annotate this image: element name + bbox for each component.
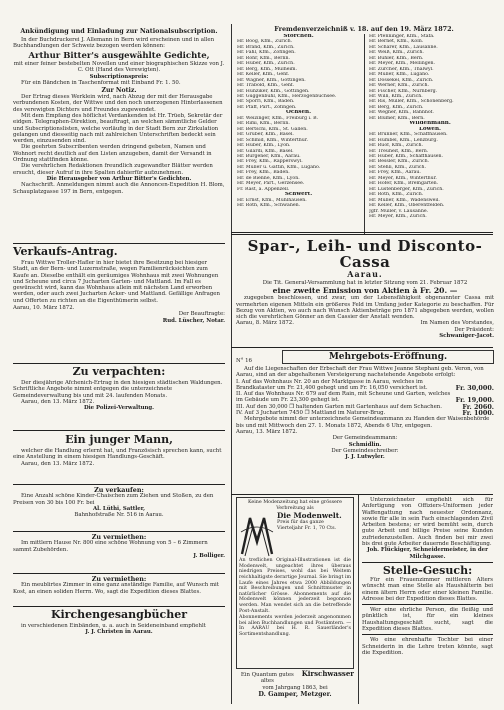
visitor-entry: Hr. Lustenberger, Kfm., Zürich. xyxy=(368,186,444,192)
visitor-entry: Hr. Gilardi, Kfm., Basel. xyxy=(237,148,294,154)
visitor-entry: Hr. Guggenbühl, Kfm., Herzogenbuchsee. xyxy=(237,93,337,99)
divider xyxy=(231,494,493,495)
young-man-ad xyxy=(13,434,225,467)
column-separator xyxy=(358,495,359,704)
divider xyxy=(13,573,225,574)
apartment-rent-title: Zu vermiethen: xyxy=(91,533,147,541)
visitor-entry: Hr. Meyer, Kfm., Zürich. xyxy=(368,213,427,219)
savings-bank-sig-3: Schwaniger-Jacot. xyxy=(439,333,494,340)
visitor-entry: Hr. Spörri, Kfm., Baden. xyxy=(237,99,295,105)
visitor-entry: Hr. Pfaff, Part., Zofingen. xyxy=(237,104,297,110)
fashion-intro: Keine Modenzeitung hat eine grössere Verbreitung als xyxy=(247,500,343,511)
hotel-name: Wildenmann. xyxy=(409,121,451,127)
visitor-entry: Hr. Meyer, Kfm., Mellingen. xyxy=(368,61,436,67)
divider xyxy=(13,484,225,485)
visitor-entry: Hr. Frey, Kfm., Aarau. xyxy=(368,170,421,176)
visitor-entry: Hr. Roth, Kfm., Zürich. xyxy=(368,192,424,198)
visitor-entry: Hr. Müller, Kfm., Lugano. xyxy=(368,72,430,78)
visitor-entry: Hr. Fischer, Kfm., Nürnberg. xyxy=(368,88,438,94)
overbid-item xyxy=(236,391,494,404)
prams-signature: Al. Lüthi, Sattler, xyxy=(92,505,146,512)
hymnbooks-title: Kirchengesangbücher xyxy=(50,608,188,621)
overbid-item-price: Fr. 30,000. xyxy=(455,383,494,392)
visitor-entry: Hr. Huber, Kfm., Schaffhausen. xyxy=(368,153,444,159)
visitor-entry: Hr. Schmid, Kfm., Winterthur. xyxy=(237,137,309,143)
lease-title: Zu verpachten: xyxy=(72,365,166,378)
savings-bank-location: Aarau. xyxy=(347,269,383,279)
visitor-entry: Hr. Gruber, Kfm., Basel. xyxy=(237,132,294,138)
divider xyxy=(362,604,493,605)
visitor-entry: Hr. Werner, Kfm., Zürich. xyxy=(368,83,430,89)
visitor-entry: Hr. Ris, Müller, Kfm., Schönenberg. xyxy=(368,99,454,105)
overbid-sig-2: Schmidlin. xyxy=(348,441,382,448)
subscription-price-heading: Subscriptionspreis: xyxy=(89,74,149,81)
visitor-entry: Hr. Rimi, Kfm., Berlin. xyxy=(237,121,290,127)
visitor-entry: Hr. Meyer, Kfm., Winterthur. xyxy=(368,175,437,181)
visitor-entry: Hr. Meyer, Part., Gerzensee. xyxy=(237,181,305,187)
visitor-register xyxy=(237,26,491,234)
savings-bank-place: Aarau, 8. März 1872. xyxy=(236,320,294,327)
overbid-notice xyxy=(236,350,494,460)
sale-offer-sig-2: Rud. Lüscher, Notar. xyxy=(162,317,225,324)
notice-paragraph-1: Der Ertrag dieses Werklein wird, nach Abzug der mit der Herausgabe verbundenen Kosten, der Wittwe und den noch unerzogenen Hinterlassenen des verewigten Dichters und Freundes zugewendet. xyxy=(13,94,223,113)
overbid-body-2: Mehrgebote nimmt der unterzeichnete Gemeindeammann zu Handen der Waisenbehörde bis und mit Mittwoch den 27. 1. Monats 1872, Abends 6 Uhr, entgegen. xyxy=(236,416,490,429)
visitor-entry: Hr. Wagner, Kfm., Göttingen. xyxy=(237,77,306,83)
apartment-rent-body: Im mittlern Hause Nr. 800 eine schöne Wohnung von 5 – 6 Zimmern sammt Zubehörden. xyxy=(13,540,208,553)
visitor-entry: Hr. Hofer, Kfm., Bremgarten. xyxy=(368,181,439,187)
notice-paragraph-3: Die geehrten Subscribenten werden dringend gebeten, Namen und Wohnort recht deutlich auf den Listen anzugeben, damit der Versandt in Ordnung stattfinden könne. xyxy=(13,144,212,164)
visitor-entry: Hr. Boog, Kfm., Zürich. xyxy=(237,39,293,45)
overbid-body: Auf die Liegenschaften der Erbschaft der Frau Wittwe Jeanne Stephani geb. Veron, von Aarau, sind an der abgehaltenen Versteigerung nachstehende Angebote erfolgt: xyxy=(236,366,484,379)
prams-title: Zu verkaufen: xyxy=(94,486,144,494)
visitor-entry: Hr. Huber, Kfm., Zürich. xyxy=(237,61,295,67)
visitor-entry: Hr. Frey, Kfm., Rapperswyl. xyxy=(237,159,303,165)
overbid-sig-4: J. J. Lutwyler. xyxy=(345,454,385,461)
room-rent-body: Ein meublirtes Zimmer in eine ganz anständige Familie, auf Wunsch mit Kost, an einen soliden Herrn. Wo, sagt die Expedition dieses Blattes. xyxy=(13,582,219,595)
prams-for-sale-ad xyxy=(13,487,225,518)
savings-bank-notice xyxy=(236,238,494,339)
visitor-entry: Hr. Zürcher, Kfm., Thalwyl. xyxy=(368,66,434,72)
visitor-entry: Hr. Ernst, Kfm., Mühlhausen. xyxy=(237,197,307,203)
visitor-entry: Hr. Treuheit, Kfm., Bern. xyxy=(368,148,429,154)
apartment-rent-ad xyxy=(13,534,225,559)
visitor-entry: Hr. Roth, Kfm., Schwanen. xyxy=(237,203,301,209)
kirsch-vintage: vom Jahrgang 1863, bei xyxy=(262,684,328,691)
book-title: Arthur Bitter's ausgewählte Gedichte, xyxy=(28,50,210,61)
kirsch-signature: D. Gamper, Metzger. xyxy=(258,689,332,698)
young-man-body: welcher die Handlung erlernt hat, und Französisch sprechen kann, sucht eine Anstellung in einem hiesigen Handlungs-Geschäft. xyxy=(13,448,222,461)
savings-bank-sig-2: Der Präsident: xyxy=(454,326,494,333)
fashion-price: Preis für das ganze Vierteljahr Fr. 1, 70 Cts. xyxy=(277,520,337,531)
column-separator xyxy=(231,24,232,704)
visitor-entry: Hr. Wegner, Kfm., Bahnhof. xyxy=(368,110,434,116)
overbid-title: Mehrgebots-Eröffnung. xyxy=(282,350,494,364)
apprentice-body: Wo eine ehrenhafte Tochter bei einer Schneiderin in die Lehre treten könnte, sagt die Expedition. xyxy=(362,637,493,656)
overbid-sig-1: Der Gemeindeammann: xyxy=(332,435,398,442)
prams-address: Bahnhofstraße Nr. 516 in Aarau. xyxy=(74,512,164,519)
visitor-entry: Hr. Frey, Kfm., Baden. xyxy=(237,170,290,176)
savings-bank-title: Spar-, Leih- und Disconto-Cassa xyxy=(247,237,483,271)
visitor-entry: Hr. Hunziker, Kfm., Göttingen. xyxy=(237,88,310,94)
sale-offer-place: Aarau, 10. März 1872. xyxy=(13,305,75,312)
visitor-column-left xyxy=(237,34,360,234)
visitor-entry: Hr. Bernet, Kfm., Köln. xyxy=(368,39,424,45)
visitor-entry: Hr. Trabold, Kfm., Genf. xyxy=(237,83,295,89)
visitor-entry: Hr. Humbel, Kfm., Lenzburg. xyxy=(368,137,438,143)
divider xyxy=(231,232,493,233)
job-request-title: Stelle-Gesuch: xyxy=(382,563,473,577)
savings-bank-body: zugegeben beschlossen, und zwar, um der Lebensfähigkeit obgenannter Cassa mit vermehrten eigenen Mitteln ein größeres Feld im Umfang jeder Kategorie zu beschaffen. Für Bezug von Aktien, wo auch nach Wunsch Aktienbeträge pro 1871 abgegeben werden, wollen sich die verehrlichen Gönner an den Cassier der Anstalt wenden. xyxy=(236,295,494,321)
subscription-price: Für ein Bändchen in Taschenformat mit Einband Fr. 1. 50. xyxy=(21,80,181,87)
room-rent-title: Zu vermiethen: xyxy=(91,575,147,583)
overbid-item-text: II. Auf das Wohnhaus Nr. 679 auf dem Rain, mit Scheune und Garten, welches im Gebäude um Fr. 23,300 gehegt ist. xyxy=(236,391,451,404)
left-column xyxy=(13,28,225,195)
right-lower-column xyxy=(362,497,493,656)
visitor-entry: Hr. Berg, Kfm., Zürich. xyxy=(368,104,424,110)
overbid-item-text: IV. Auf 3 Jucharten 7450 ❒ Mattland im Naturer-Brug. xyxy=(236,410,386,417)
divider xyxy=(231,234,493,235)
overbid-sig-3: Der Gemeindeschreiber: xyxy=(331,447,399,454)
hotel-name: Storchen. xyxy=(283,34,314,39)
visitor-entry: Hr. Weiß, Kfm., Zürich. xyxy=(368,50,424,56)
visitor-entry: Hr. Bertschi, Kfm., St. Gallen. xyxy=(237,126,308,132)
postscript: Nachschrift. Anmeldungen nimmt auch die Annoncen-Expedition H. Blom, Schauplatzgasse 197 in Bern, entgegen. xyxy=(13,182,225,195)
visitor-entry: Hr. Bühler, Kfm., Bern. xyxy=(368,55,424,61)
divider xyxy=(13,531,225,532)
overbid-item xyxy=(236,379,494,392)
apartment-rent-signature: J. Bolliger. xyxy=(193,552,225,559)
fashion-title: Die Modenwelt. xyxy=(277,511,342,521)
visitor-entry: Jgfr. Müller, v. Lausanne. xyxy=(368,208,429,214)
visitor-entry: Hr. Schärer, Kfm., Lausanne. xyxy=(368,44,438,50)
overbid-item-price: Fr. 2060. xyxy=(462,402,494,411)
overbid-place: Aarau, 13. März 1872. xyxy=(236,428,298,435)
visitor-entry: Hr. Dössekel, Kfm., Zürich. xyxy=(368,77,434,83)
visitor-register-title: Fremdenverzeichniß v. 18. auf den 19. März 1872. xyxy=(274,25,454,33)
divider xyxy=(231,347,493,348)
visitor-entry: Hr. Burgener, Kfm., Aarau. xyxy=(237,153,301,159)
visitor-entry: Hr. Huber, Kfm., Lyon. xyxy=(237,143,291,149)
sale-offer-title: Verkaufs-Antrag. xyxy=(13,245,118,258)
room-rent-ad xyxy=(13,576,225,595)
visitor-entry: Fr. Rast, a. Appenzell. xyxy=(237,186,290,192)
hymnbooks-ad xyxy=(13,609,225,636)
kirsch-product: Kirschwasser xyxy=(301,669,354,678)
divider xyxy=(362,634,493,635)
visitor-entry: Hr. Keller, Kfm., Oberentfelden. xyxy=(368,203,445,209)
savings-bank-line-1: Die Tit. General-Versammlung hat in letzter Sitzung vom 21. Februar 1872 xyxy=(262,280,468,286)
uniform-ad-signature: Joh. Flückiger, Schneidermeister, in der Milchgasse. xyxy=(367,547,488,560)
fashion-monogram-icon xyxy=(239,512,275,558)
sale-offer-ad xyxy=(13,246,225,324)
visitor-entry: Hr. Weizinger, Kfm., Freiburg i. B. xyxy=(237,115,319,121)
announcement-title: Ankündigung und Einladung zur Nationalsubscription. xyxy=(20,27,218,35)
savings-bank-sig-1: Im Namen des Vorstandes, xyxy=(420,320,494,327)
hotel-name: Ochsen. xyxy=(285,110,312,116)
uniform-ad-body: Unterzeichneter empfiehlt sich für Anfertigung von Offiziers-Uniformen jeder Waffengattung nach neuester Ordonnanz, sowie für alle in sein Fach einschlagenden Zivil Arbeiten bestens; er wird bemüht sein, durch gute Arbeit und billige Preise seine Kunden zufriedenzustellen. Auch finden bei mir zwei bis drei gute Arbeiter dauernde Beschäftigung. xyxy=(362,497,493,548)
hotel-name: Löwen. xyxy=(418,126,442,132)
visitor-entry: Hr. Fahl, Kfm., Zofingen. xyxy=(237,50,296,56)
issue-number: N° 16 xyxy=(236,357,252,364)
notice-paragraph-2: Mit dem Empfang des höflichst Verdankenden ist Hr. Trüeb, Sekretär der eidgen. Telegraphen-Direktion, beauftragt, an welchen sämmtliche Gelder und Subscriptionslisten, welche vorläufig in der Stadt Bern zur Zirkulation gelangen und diesseitig nach mit zahlreichen Unterschriften bedeckt sein werden, einzusenden sind. xyxy=(13,112,223,145)
prams-body: Eine Anzahl schöne Kinder-Chaischen zum Ziehen und Stoßen, zu den Preisen von 30 bis 100 Fr. bei xyxy=(13,493,214,506)
divider xyxy=(13,606,225,607)
overbid-item-price: Fr. 19,000. xyxy=(455,396,494,405)
savings-bank-emission: eine zweite Emission von Aktien à Fr. 20. — xyxy=(272,286,458,296)
visitor-entry: Hr. Stehli, Kfm., Zürich. xyxy=(368,164,426,170)
book-description: mit einer feiner bestebelten Novellen und einer biographischen Skizze von J. C. Ott (Hand des Verewigten). xyxy=(13,60,225,73)
divider xyxy=(13,363,225,364)
young-man-place: Aarau, den 13. März 1872. xyxy=(21,460,95,467)
notice-paragraph-4: Die verehrlichen Redaktionen freundlich zugewandter Blätter werden ersucht, dieser Aufruf in ihre Spalten dahierfür aufzunehmen. xyxy=(13,163,213,176)
visitor-entry: Hr. Rohr, Kfm., Berlin. xyxy=(237,55,290,61)
divider xyxy=(13,243,225,244)
visitor-entry: Hr. Berg, Kfm., Mülheim. xyxy=(237,66,297,72)
visitor-entry: Hr. Willi, Kfm., Zürich. xyxy=(368,93,423,99)
overbid-item-price: Fr. 1000. xyxy=(462,409,494,418)
job-request-body: Für ein Frauenzimmer mittleren Alters wünscht man eine Stelle als Haushälterin bei einem ältern Herrn oder einer kleinen Familie. Adresse bei der Expedition dieses Blattes. xyxy=(362,576,493,602)
visitor-entry: Hr. Müller, Kfm., Wädensweil. xyxy=(368,197,440,203)
kirsch-ad xyxy=(236,671,354,697)
young-man-title: Ein junger Mann, xyxy=(65,433,173,446)
visitor-entry: Hr. Müller u. Gattin, Kfm., Lugano. xyxy=(237,164,321,170)
visitor-entry: Hr. Blumer, Kfm., Bern. xyxy=(368,115,425,121)
fashion-magazine-ad xyxy=(236,497,354,669)
visitor-entry: Hr. Pfenninger, Kfm., Stäfa. xyxy=(368,34,435,39)
visitor-entry: Hr. Keller, Kfm., Genf. xyxy=(237,72,290,78)
visitor-entry: Hr. de Bienne, Kfm., Lyon. xyxy=(237,175,300,181)
sale-offer-sig-1: Der Beauftragte: xyxy=(178,311,225,318)
visitor-entry: Hr. Brunner, Kfm., Schaffhausen. xyxy=(368,132,448,138)
announcement-intro: In der Buchdruckerei J. Allemann in Bern wird erscheinen und in allen Buchhandlungen der Schweiz bezogen werden können: xyxy=(13,37,215,50)
hymnbooks-body: in verschiedenen Einbänden, u. a. auch in Seideneinband empfiehlt xyxy=(21,623,206,629)
hotel-name: Schwert. xyxy=(284,192,313,198)
divider xyxy=(13,430,225,431)
visitor-column-divider xyxy=(364,34,365,234)
person-wanted-body: Wer eine ehrliche Person, die fleißig und pünktlich ist, für ein kleines Haushaltungsgeschäft sucht, sagt die Expedition dieses Blattes. xyxy=(362,607,493,633)
publisher-signature: Die Herausgeber von Arthur Bitter's Gedichten. xyxy=(46,175,192,182)
lease-body: Der diesjährige Afchenich-Ertrag in den hiesigen städtischen Waldungen. Schriftliche Angebote nimmt entgegen die unterzeichnete Gemeindeverwaltung bis und mit 24. laufenden Monats. xyxy=(13,380,223,399)
notice-heading: Zur Notiz. xyxy=(101,86,137,94)
visitor-entry: Hr. Brand, Kfm., Zürich. xyxy=(237,44,295,50)
lease-ad xyxy=(13,366,225,411)
visitor-column-right xyxy=(369,34,491,234)
hymnbooks-signature: J. J. Christen in Aarau. xyxy=(85,629,153,636)
lease-place: Aarau, den 13. März 1872. xyxy=(21,398,95,405)
overbid-item-text: III. Auf den 30,000 ❒ haltenden Garten mit Gartenhaus auf dem Schachen. xyxy=(236,403,442,410)
fashion-body-2: Abonnements werden jederzeit angenommen bei allen Buchhandlungen und Postämtern. — In AARAU bei H. R. Sauerländer's Sortimentshandlung. xyxy=(239,615,351,637)
visitor-entry: Hr. Ruof, Kfm., Zürich. xyxy=(368,143,423,149)
lease-signature: Die Polizei-Verwaltung. xyxy=(83,405,155,412)
sale-offer-body: Frau Wittwe Troller-Hafler in hier bietet ihre Besitzung bei hiesiger Stadt, an der Bern- und Luzernstraße, wegen Familienrücksichten zum Kaufe an. Dieselbe enthält ein geräumiges Wohnhaus mit zwei Wohnungen und Scheune und circa 7 Jucharten Garten- und Mattland. Im Fall es gewünscht wird, kann das Wohnhaus allein mit nächsten Land erworben werden, oder auch zwei Jucharten Acker- und Mattland. Gefällige Anfragen und Offerten zu richten an die Eigenthümerin selbst. xyxy=(13,260,220,304)
visitor-entry: Hr. Bessler, Kfm., Zürich. xyxy=(368,159,430,165)
divider xyxy=(362,562,493,563)
overbid-item-text: I. Auf das Wohnhaus Nr. 20 an der Marktgasse in Aarau, welches im Brandkataster um Fr. 21,400 gehegt und um Fr. 16,050 versichert ist. xyxy=(236,378,428,391)
fashion-body: An treflichen Original-Illustrationen ist die Modenwelt, ungeachtet ihres überaus niedrigen Preises, wohl das bei Weitem reichhaltigste derartige Journal. Sie bringt im Laufe eines Jahres etwa 2000 Abbildungen mit Beschreibungen und Schnittmuster in natürlicher Grösse. Abonnements auf die Modenwelt können jederzeit begonnen werden. Man wendet sich an die betreffende Post-Anstalt. xyxy=(239,558,351,614)
kirsch-intro: Ein Quantum gutes altes xyxy=(240,672,294,685)
